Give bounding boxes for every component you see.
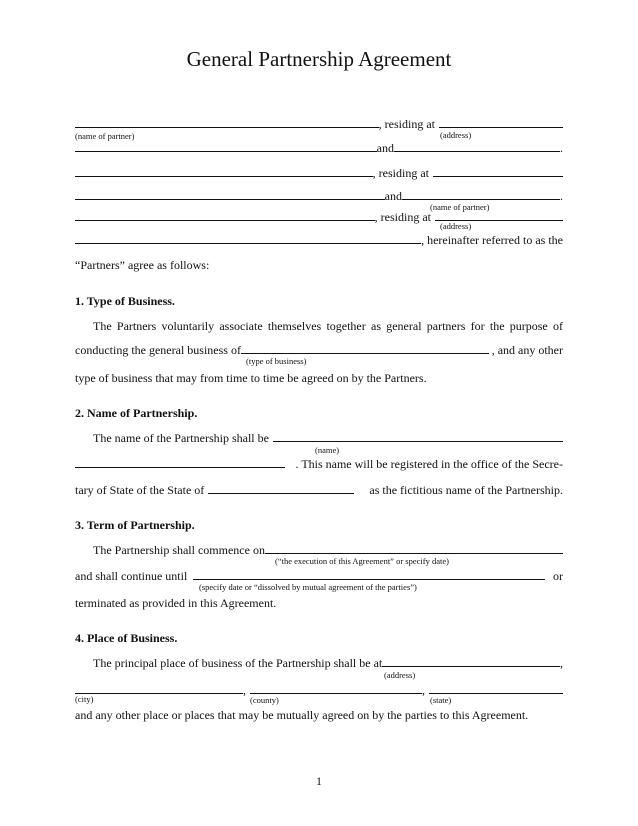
party-line-2: and . (75, 141, 563, 155)
partner-name-blank[interactable] (394, 141, 560, 152)
section-4-heading: 4. Place of Business. (75, 631, 178, 645)
party-line-4: and . (75, 189, 563, 203)
section-1-line-1: The Partners voluntarily associate themselves together as general partners for the purpose of (93, 319, 563, 333)
section-1-heading: 1. Type of Business. (75, 294, 175, 308)
section-3-line-1: The Partnership shall commence on (93, 543, 563, 557)
section-2-line-1: The name of the Partnership shall be (93, 431, 563, 445)
address-blank[interactable] (435, 210, 563, 221)
partnership-name-blank[interactable] (273, 431, 563, 442)
termination-date-blank[interactable] (193, 569, 545, 580)
county-label: (county) (250, 695, 279, 705)
address-continued-blank[interactable] (75, 233, 421, 244)
section-1-line-2: conducting the general business of , and any other (75, 343, 563, 357)
partner-name-blank[interactable] (75, 210, 375, 221)
name-of-partner-label: (name of partner) (75, 131, 135, 141)
address-blank[interactable] (433, 166, 563, 177)
party-line-1 (75, 117, 563, 131)
county-blank[interactable] (250, 683, 422, 694)
and-text: and (384, 189, 402, 203)
page-number: 1 (316, 774, 322, 788)
residing-at-text: , residing at (378, 117, 435, 131)
party-line-3 (75, 166, 563, 180)
section-2-line-3: tary of State of the State of as the fictitious name of the Partnership. (75, 483, 563, 497)
page-title: General Partnership Agreement (186, 47, 452, 71)
partner-name-blank[interactable] (75, 117, 379, 128)
state-blank[interactable] (208, 483, 354, 494)
residing-at-text: , residing at (372, 166, 429, 180)
section-4-line-1: The principal place of business of the Partnership shall be at , (93, 656, 563, 670)
commencement-date-blank[interactable] (265, 543, 563, 554)
partner-name-blank[interactable] (402, 189, 560, 200)
partnership-name-continued-blank[interactable] (75, 457, 285, 468)
address-continued-blank[interactable] (75, 141, 377, 152)
city-blank[interactable] (75, 683, 243, 694)
section-4-line-2: , , (75, 683, 563, 697)
state-label: (state) (430, 695, 452, 705)
and-text: and (376, 141, 394, 155)
termination-label: (specify date or “dissolved by mutual agreement of the parties”) (199, 582, 417, 592)
section-1-line-3: type of business that may from time to time be agreed on by the Partners. (75, 371, 427, 385)
business-address-blank[interactable] (382, 656, 560, 667)
partners-intro: “Partners” agree as follows: (75, 258, 210, 272)
type-of-business-blank[interactable] (241, 343, 489, 354)
party-line-6 (75, 233, 563, 247)
city-label: (city) (75, 694, 94, 704)
address-label: (address) (384, 670, 416, 680)
address-label: (address) (440, 221, 472, 231)
section-3-heading: 3. Term of Partnership. (75, 518, 195, 532)
hereinafter-text: , hereinafter referred to as the (421, 233, 563, 247)
section-2-line-2: . This name will be registered in the office of the Secre- (75, 457, 563, 471)
party-line-5 (75, 210, 563, 224)
name-label: (name) (315, 445, 340, 455)
residing-at-text: , residing at (374, 210, 431, 224)
section-2-heading: 2. Name of Partnership. (75, 406, 198, 420)
name-of-partner-label: (name of partner) (430, 202, 490, 212)
section-3-line-2: and shall continue until or (75, 569, 563, 583)
commencement-label: (“the execution of this Agreement” or specify date) (275, 556, 449, 566)
partner-name-blank[interactable] (75, 166, 373, 177)
state-blank[interactable] (429, 683, 563, 694)
section-3-line-3: terminated as provided in this Agreement. (75, 596, 277, 610)
section-4-line-3: and any other place or places that may be mutually agreed on by the parties to this Agreement. (75, 708, 529, 722)
address-blank[interactable] (439, 117, 563, 128)
type-of-business-label: (type of business) (246, 356, 307, 366)
address-continued-blank[interactable] (75, 189, 385, 200)
address-label: (address) (440, 130, 472, 140)
